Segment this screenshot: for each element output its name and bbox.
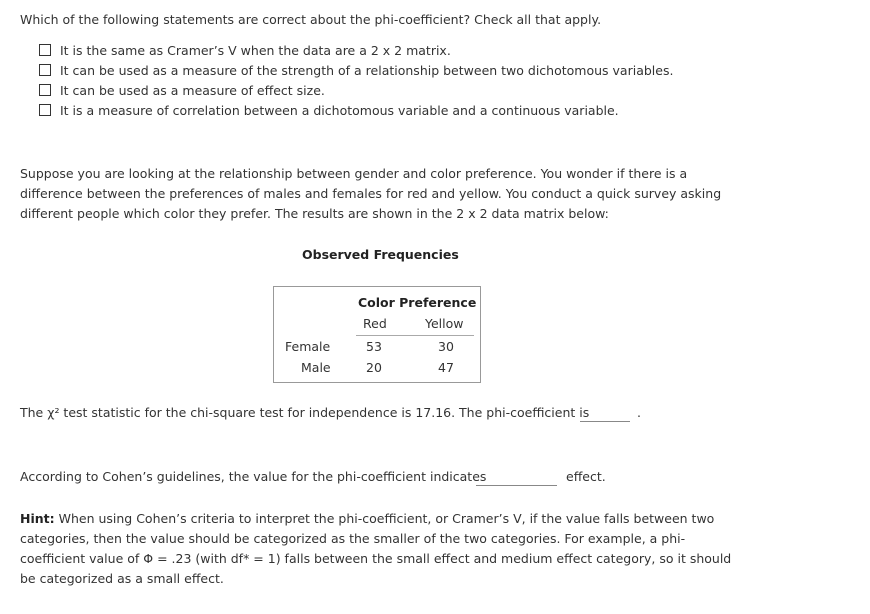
effect-size-answer-blank[interactable] <box>476 485 557 486</box>
option-1-label: It is the same as Cramer’s V when the data are a 2 x 2 matrix. <box>60 42 451 58</box>
table-title: Observed Frequencies <box>302 247 459 262</box>
observed-frequencies-table <box>273 286 481 383</box>
scenario-text: Suppose you are looking at the relationship between gender and color preference. You wonder if there is a difference between the preferences of males and females for red and yellow. You conduct a quick survey asking different people which color they prefer. The results are shown in the 2 x 2 data matrix below: <box>20 166 722 221</box>
column-header-yellow: Yellow <box>425 316 464 331</box>
checkbox[interactable] <box>39 64 51 76</box>
checkbox[interactable] <box>39 44 51 56</box>
phi-coefficient-answer-blank[interactable] <box>580 421 630 422</box>
header-divider <box>356 335 474 336</box>
option-2-label: It can be used as a measure of the strength of a relationship between two dichotomous variables. <box>60 62 674 78</box>
hint-body: When using Cohen’s criteria to interpret the phi-coefficient, or Cramer’s V, if the value falls between two categories, then the value should be categorized as the smaller of the two categories. For example, a phi-coefficient value of Φ = .23 (with df* = 1) falls between the small effect and medium effect category, so it should be categorized as a small effect. <box>20 511 732 586</box>
column-group-header: Color Preference <box>358 295 477 310</box>
checkbox[interactable] <box>39 104 51 116</box>
question-1-prompt: Which of the following statements are correct about the phi-coefficient? Check all that apply. <box>20 12 602 27</box>
cell-male-yellow: 47 <box>438 360 454 375</box>
cell-male-red: 20 <box>366 360 382 375</box>
option-3-label: It can be used as a measure of effect size. <box>60 82 325 98</box>
cell-female-red: 53 <box>366 339 382 354</box>
option-4[interactable] <box>39 102 619 118</box>
checkbox[interactable] <box>39 84 51 96</box>
cell-female-yellow: 30 <box>438 339 454 354</box>
option-2[interactable] <box>39 62 673 78</box>
option-4-label: It is a measure of correlation between a dichotomous variable and a continuous variable. <box>60 102 619 118</box>
question-3-suffix: effect. <box>566 469 606 484</box>
option-1[interactable] <box>39 42 451 58</box>
question-3-text: According to Cohen’s guidelines, the value for the phi-coefficient indicates <box>20 469 487 484</box>
row-label-female: Female <box>285 339 331 354</box>
question-2-text: The χ² test statistic for the chi-square test for independence is 17.16. The phi-coefficient is <box>20 405 590 420</box>
row-label-male: Male <box>301 360 331 375</box>
option-3[interactable] <box>39 82 325 98</box>
hint-label: Hint: <box>20 511 55 526</box>
hint-text <box>20 509 735 589</box>
question-2-period: . <box>637 405 641 420</box>
column-header-red: Red <box>363 316 387 331</box>
